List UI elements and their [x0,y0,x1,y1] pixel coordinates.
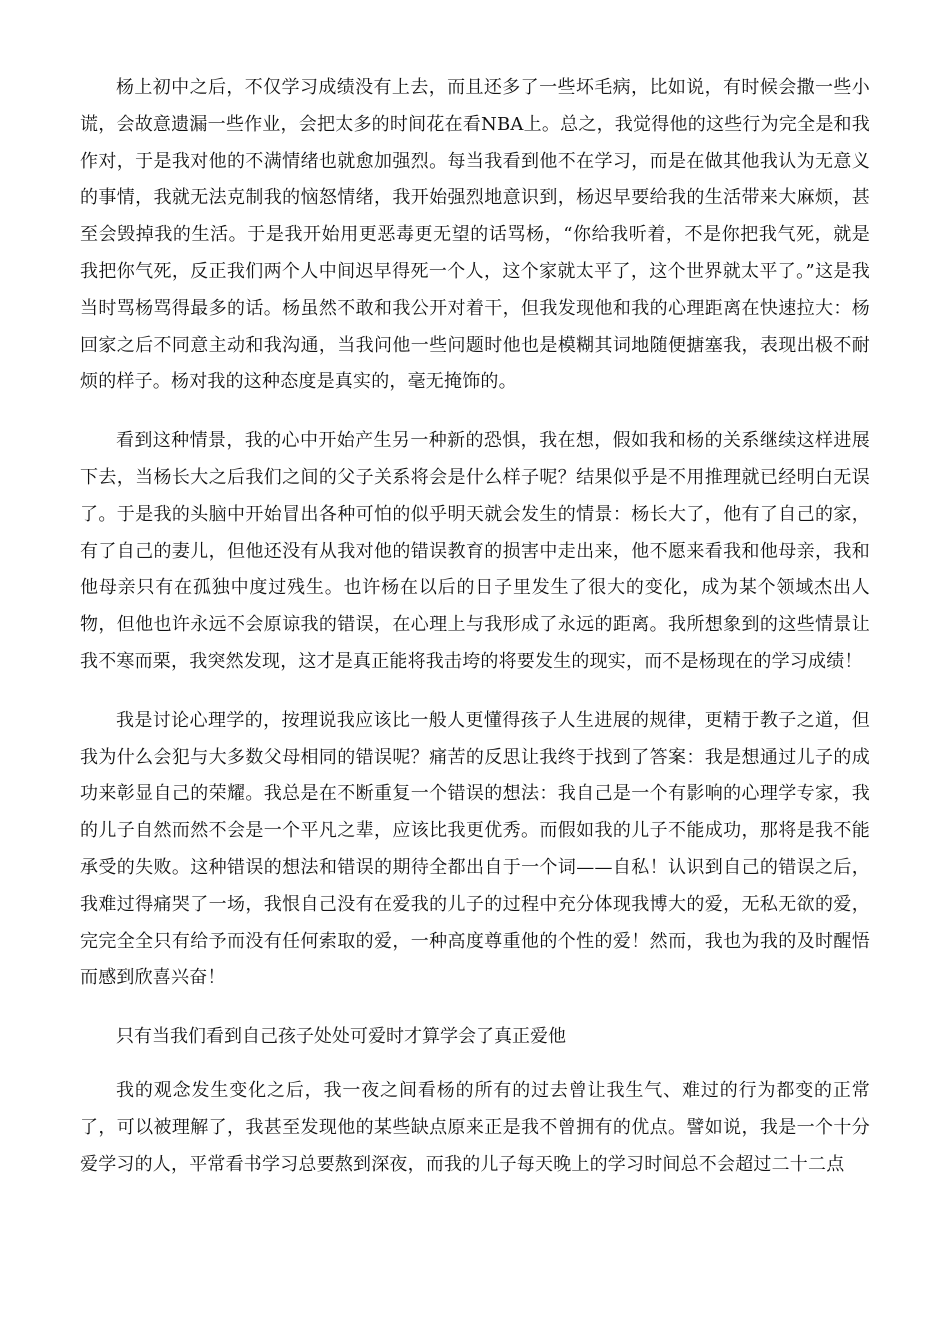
paragraph-4: 我的观念发生变化之后，我一夜之间看杨的所有的过去曾让我生气、难过的行为都变的正常了，可以被理解了，我甚至发现他的某些缺点原来正是我不曾拥有的优点。譬如说，我是一个十分爱学习的人，平常看书学习总要熬到深夜，而我的儿子每天晚上的学习时间总不会超过二十二点 [80,1080,870,1175]
section-heading: 只有当我们看到自己孩子处处可爱时才算学会了真正爱他 [116,1026,566,1048]
document-page [80,70,870,1206]
paragraph-1: 杨上初中之后，不仅学习成绩没有上去，而且还多了一些坏毛病，比如说，有时候会撒一些小谎，会故意遗漏一些作业，会把太多的时间花在看NBA上。总之，我觉得他的这些行为完全是和我作对，于是我对他的不满情绪也就愈加强烈。每当我看到他不在学习，而是在做其他我认为无意义的事情，我就无法克制我的恼怒情绪，我开始强烈地意识到，杨迟早要给我的生活带来大麻烦，甚至会毁掉我的生活。于是我开始用更恶毒更无望的话骂杨，“你给我听着，不是你把我气死，就是我把你气死，反正我们两个人中间迟早得死一个人，这个家就太平了，这个世界就太平了。”这是我当时骂杨骂得最多的话。杨虽然不敢和我公开对着干，但我发现他和我的心理距离在快速拉大：杨回家之后不同意主动和我沟通，当我问他一些问题时他也是模糊其词地随便搪塞我，表现出极不耐烦的样子。杨对我的这种态度是真实的，毫无掩饰的。 [80,77,870,393]
paragraph-3: 我是讨论心理学的，按理说我应该比一般人更懂得孩子人生进展的规律，更精于教子之道，但我为什么会犯与大多数父母相同的错误呢？痛苦的反思让我终于找到了答案：我是想通过儿子的成功来彰显自己的荣耀。我总是在不断重复一个错误的想法：我自己是一个有影响的心理学专家，我的儿子自然而然不会是一个平凡之辈，应该比我更优秀。而假如我的儿子不能成功，那将是我不能承受的失败。这种错误的想法和错误的期待全都出自于一个词——自私！认识到自己的错误之后，我难过得痛哭了一场，我恨自己没有在爱我的儿子的过程中充分体现我博大的爱，无私无欲的爱，完完全全只有给予而没有任何索取的爱，一种高度尊重他的个性的爱！然而，我也为我的及时醒悟而感到欣喜兴奋！ [80,709,870,989]
paragraph-2: 看到这种情景，我的心中开始产生另一种新的恐惧，我在想，假如我和杨的关系继续这样进展下去，当杨长大之后我们之间的父子关系将会是什么样子呢？结果似乎是不用推理就已经明白无误了。于是我的头脑中开始冒出各种可怕的似乎明天就会发生的情景：杨长大了，他有了自己的家，有了自己的妻儿，但他还没有从我对他的错误教育的损害中走出来，他不愿来看我和他母亲，我和他母亲只有在孤独中度过残生。也许杨在以后的日子里发生了很大的变化，成为某个领域杰出人物，但他也许永远不会原谅我的错误，在心理上与我形成了永远的距离。我所想象到的这些情景让我不寒而栗，我突然发现，这才是真正能将我击垮的将要发生的现实，而不是杨现在的学习成绩！ [80,430,870,672]
